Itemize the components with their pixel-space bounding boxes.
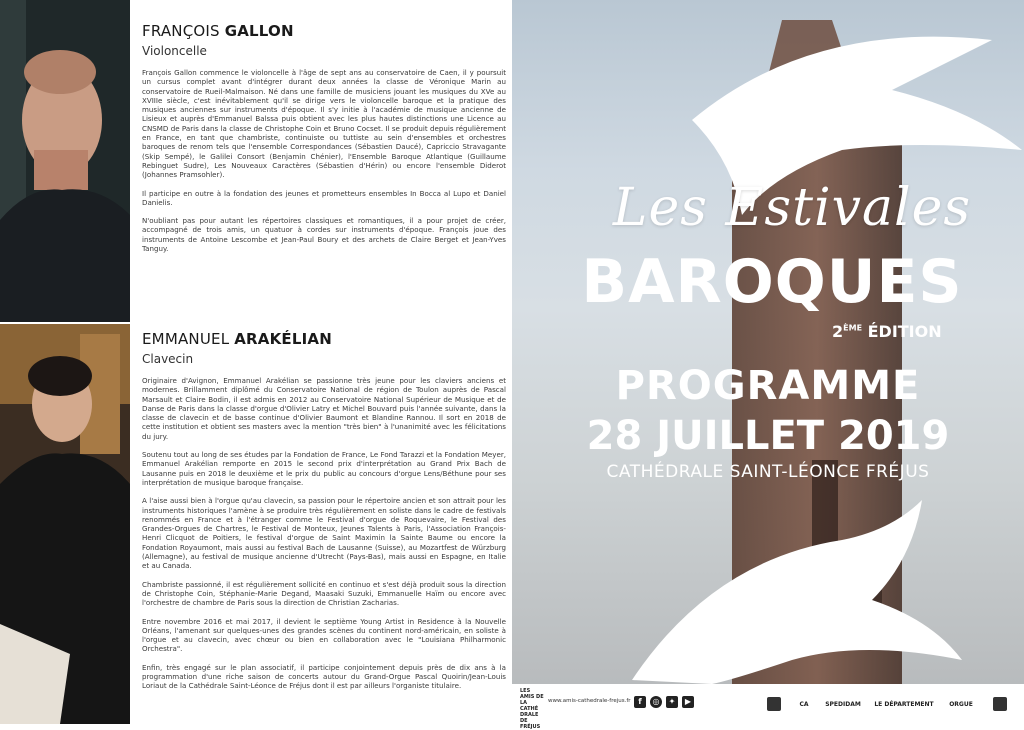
sponsor-name: ORGUE [949, 700, 973, 708]
sponsor-church-icon [993, 697, 1007, 711]
sponsor-emblem-icon [767, 697, 781, 711]
bio-francois-gallon [142, 22, 506, 262]
bio-paragraph: Soutenu tout au long de ses études par la Fondation de France, Le Fond Tarazzi et la Fondation Meyer, Emmanuel Arakélian remporte en 2015 le second prix d'interprétation au Grand Prix Bach de Lausanne puis en 2018 le deuxième et le prix du public au concours d'orgue Lens/Béthune pour ses interprétation de musique baroque française. [142, 450, 506, 487]
bio-paragraph: Chambriste passionné, il est régulièrement sollicité en continuo et s'est déjà produit sous la direction de Christophe Coin, Stéphanie-Marie Degand, Maasaki Suzuki, Emmanuelle Haïm ou encore avec l'orchestre de chambre de Paris sous la direction de Christian Zacharias. [142, 579, 506, 608]
youtube-icon[interactable]: ▶ [682, 696, 694, 708]
programme-heading: PROGRAMME [615, 363, 921, 409]
bio-paragraph: A l'aise aussi bien à l'orgue qu'au clavecin, sa passion pour le répertoire ancien et son attrait pour les instruments historiques l'amène à se produire très régulièrement en soliste dans le cadre de festivals renommés en France et à l'étranger comme le Festival d'orgue de Roquevaire, le Festival des Grandes-Orgues de Chartres, le Festival de Monteux, Jeunes Talents à Paris, l'Association François-Henri Clicquot de Poitiers, le festival d'orgue de Saint Maximin la Sainte Baume ou encore la Fondation Royaumont, mais aussi au festival Bach de Lausanne (Suisse), au Mozartfest de Würzburg (Allemagne), au festival de musique ancienne d'Utrecht (Pays-Bas), mais aussi en Espagne, en Italie et au Canada. [142, 496, 506, 571]
musician-last-name: GALLON [224, 22, 294, 40]
poster-text [512, 0, 1024, 684]
event-date: 28 JUILLET 2019 [586, 413, 950, 459]
sponsor-departement-var [872, 690, 936, 718]
portrait-illustration [0, 0, 130, 322]
musician-instrument: Violoncelle [142, 44, 207, 58]
francois-gallon-photo [0, 0, 130, 322]
event-venue: CATHÉDRALE SAINT-LÉONCE FRÉJUS [606, 462, 930, 482]
sponsor-name: SPEDIDAM [825, 700, 861, 708]
sponsor-logo-1 [764, 690, 784, 718]
amis-cathedrale-logo: LES AMIS DE LA CATHÉ DRALE DE FRÉJUS [520, 688, 544, 730]
festival-script-title: Les Estivales [612, 178, 972, 238]
twitter-icon[interactable]: ✦ [666, 696, 678, 708]
musician-name [142, 330, 506, 348]
edition-suffix: ÈME [843, 323, 863, 333]
sponsor-name: CA [799, 700, 809, 708]
bio-paragraph: Enfin, très engagé sur le plan associatif, il participe conjointement depuis près de dix ans à la programmation d'une riche saison de concerts autour du Grand-Orgue Pascal Quoirin/Jean-Louis Loriaut de la Cathédrale Saint-Léonce de Fréjus dont il est par ailleurs l'organiste titulaire. [142, 662, 506, 691]
social-icons [634, 696, 694, 708]
sponsor-paroisse-logo [988, 690, 1012, 718]
sponsor-credit-agricole [792, 690, 816, 718]
sponsor-orgue [940, 690, 982, 718]
bio-paragraph: Originaire d'Avignon, Emmanuel Arakélian se passionne très jeune pour les claviers anciens et modernes. Brillamment diplômé du Conservatoire National de région de Toulon auprès de Pascal Marsault et Claire Bodin, il est admis en 2012 au Conservatoire National Supérieur de Musique et de Danse de Paris dans la classe d'orgue d'Olivier Latry et Michel Bouvard puis l'année suivante, dans la classe de clavecin et de basse continue d'Olivier Baumont et Blandine Rannou. Il sort en 2018 de cette institution et obtient ses masters avec la mention "très bien" à l'unanimité avec les félicitations du jury. [142, 376, 506, 441]
portrait-illustration [0, 324, 130, 724]
sponsor-name: LE DÉPARTEMENT [874, 700, 934, 708]
musician-instrument: Clavecin [142, 352, 194, 366]
emmanuel-arakelian-photo [0, 324, 130, 724]
musician-name [142, 22, 506, 40]
bio-emmanuel-arakelian [142, 330, 506, 700]
sponsor-spedidam [818, 690, 868, 718]
facebook-icon[interactable]: f [634, 696, 646, 708]
festival-poster [512, 0, 1024, 684]
musician-first-name: EMMANUEL [142, 330, 230, 348]
edition-number: 2 [832, 322, 844, 341]
instagram-icon[interactable]: ◎ [650, 696, 662, 708]
bio-paragraph: N'oubliant pas pour autant les répertoires classiques et romantiques, il a pour projet de créer, accompagné de trois amis, un quatuor à cordes sur instruments d'époque. François joue des instruments de Antoine Lescombe et Jean-Paul Boury et des archets de Claire Berget et Jean-Yves Tanguy. [142, 216, 506, 254]
bio-paragraph: Il participe en outre à la fondation des jeunes et prometteurs ensembles In Bocca al Lupo et Daniel Danielis. [142, 188, 506, 207]
bio-paragraph: François Gallon commence le violoncelle à l'âge de sept ans au conservatoire de Caen, il y poursuit un cursus complet avant d'intégrer durant deux années la classe de Véronique Marin au conservatoire de Rueil-Malmaison. Né dans une famille de musiciens jouant les musiques du XVe au XVIIIe siècle, c'est inévitablement qu'il se dirige vers le violoncelle baroque et la pratique des musiques anciennes sur instruments d'époque. Il s'y initie à l'académie de musique ancienne de Lisieux et auprès d'Emmanuel Balssa puis obtient avec les plus hautes distinctions une Licence au CNSMD de Paris dans la classe de Christophe Coin et Bruno Cocset. Il se produit depuis régulièrement en France, en tant que chambriste, continuiste ou tuttiste au sein d'ensembles et orchestres baroques de renom tels que l'ensemble Correspondances (Sébastien Daucé), Capriccio Stravagante (Skip Sempé), le Galilei Consort (Benjamin Chénier), l'Ensemble Baroque Atlantique (Guillaume Rebinguet Sudre), Les Nouveaux Caractères (Sébastien d'Hérin) ou encore l'ensemble Diderot (Johannes Pramsohler). [142, 68, 506, 180]
website-link[interactable]: www.amis-cathedrale-frejus.fr [548, 698, 631, 704]
musician-first-name: FRANÇOIS [142, 22, 220, 40]
bio-paragraph: Entre novembre 2016 et mai 2017, il devient le septième Young Artist in Residence à la Nouvelle Orléans, l'amenant sur quelques-unes des grandes scènes du continent nord-américain, en soliste à l'orgue et au clavecin, avec chœur ou bien en collaboration avec le "Louisiana Philharmonic Orchestra". [142, 616, 506, 654]
edition-word: ÉDITION [862, 322, 942, 341]
festival-edition [832, 322, 942, 341]
musician-last-name: ARAKÉLIAN [234, 330, 332, 348]
festival-main-title: BAROQUES [581, 247, 963, 317]
poster-footer [512, 684, 1024, 730]
